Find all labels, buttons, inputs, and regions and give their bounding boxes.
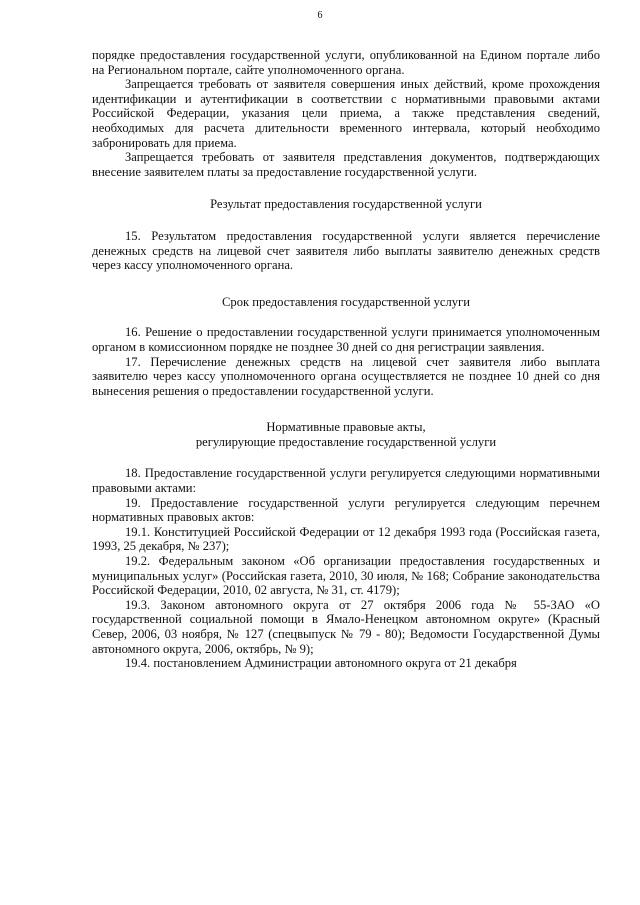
section-heading-legal-acts-line2: регулирующие предоставление государственной услуги bbox=[195, 434, 497, 449]
section-heading-legal-acts bbox=[92, 420, 600, 449]
paragraph-17: 17. Перечисление денежных средств на лицевой счет заявителя либо выплата заявителю через кассу уполномоченного органа осуществляется не позднее 10 дней со дня вынесения решения о предоставлении государственной услуги. bbox=[92, 354, 600, 398]
paragraph-continuation: порядке предоставления государственной услуги, опубликованной на Едином портале либо на Региональном портале, сайте уполномоченного органа. bbox=[92, 48, 600, 77]
paragraph-16: 16. Решение о предоставлении государственной услуги принимается уполномоченным органом в комиссионном порядке не позднее 30 дней со дня регистрации заявления. bbox=[92, 325, 600, 354]
page-number: 6 bbox=[317, 10, 323, 21]
paragraph-15: 15. Результатом предоставления государственной услуги является перечисление денежных средств на лицевой счет заявителя либо выплаты заявителю денежных средств через кассу уполномоченного органа. bbox=[92, 228, 600, 273]
document-body bbox=[92, 48, 600, 671]
paragraph-19-3: 19.3. Законом автономного округа от 27 октября 2006 года № 55-ЗАО «О государственной социальной помощи в Ямало-Ненецком автономном округе» (Красный Север, 2006, 03 ноября, № 127 (спецвыпуск № 79 - 80); Ведомости Государственной Думы автономного округа, 2006, октябрь, № 9); bbox=[92, 597, 600, 656]
paragraph-prohibition-actions: Запрещается требовать от заявителя совершения иных действий, кроме прохождения идентификации и аутентификации в соответствии с нормативными правовыми актами Российской Федерации, указания цели приема, а также представления сведений, необходимых для расчета длительности временного интервала, который необходимо забронировать для приема. bbox=[92, 77, 600, 150]
paragraph-19-4: 19.4. постановлением Администрации автономного округа от 21 декабря bbox=[125, 656, 517, 671]
section-heading-legal-acts-line1: Нормативные правовые акты, bbox=[266, 420, 426, 435]
section-heading-result: Результат предоставления государственной услуги bbox=[210, 197, 482, 212]
paragraph-prohibition-documents: Запрещается требовать от заявителя представления документов, подтверждающих внесение заявителем платы за предоставление государственной услуги. bbox=[92, 150, 600, 179]
paragraph-19: 19. Предоставление государственной услуги регулируется следующим перечнем нормативных правовых актов: bbox=[92, 495, 600, 525]
paragraph-18: 18. Предоставление государственной услуги регулируется следующими нормативными правовыми актами: bbox=[92, 466, 600, 496]
section-heading-term: Срок предоставления государственной услуги bbox=[222, 294, 470, 309]
paragraph-19-2: 19.2. Федеральным законом «Об организации предоставления государственных и муниципальных услуг» (Российская газета, 2010, 30 июля, № 168; Собрание законодательства Российской Федерации, 2010, 02 августа, № 31, ст. 4179); bbox=[92, 554, 600, 598]
paragraph-19-1: 19.1. Конституцией Российской Федерации от 12 декабря 1993 года (Российская газета, 1993, 25 декабря, № 237); bbox=[92, 524, 600, 554]
